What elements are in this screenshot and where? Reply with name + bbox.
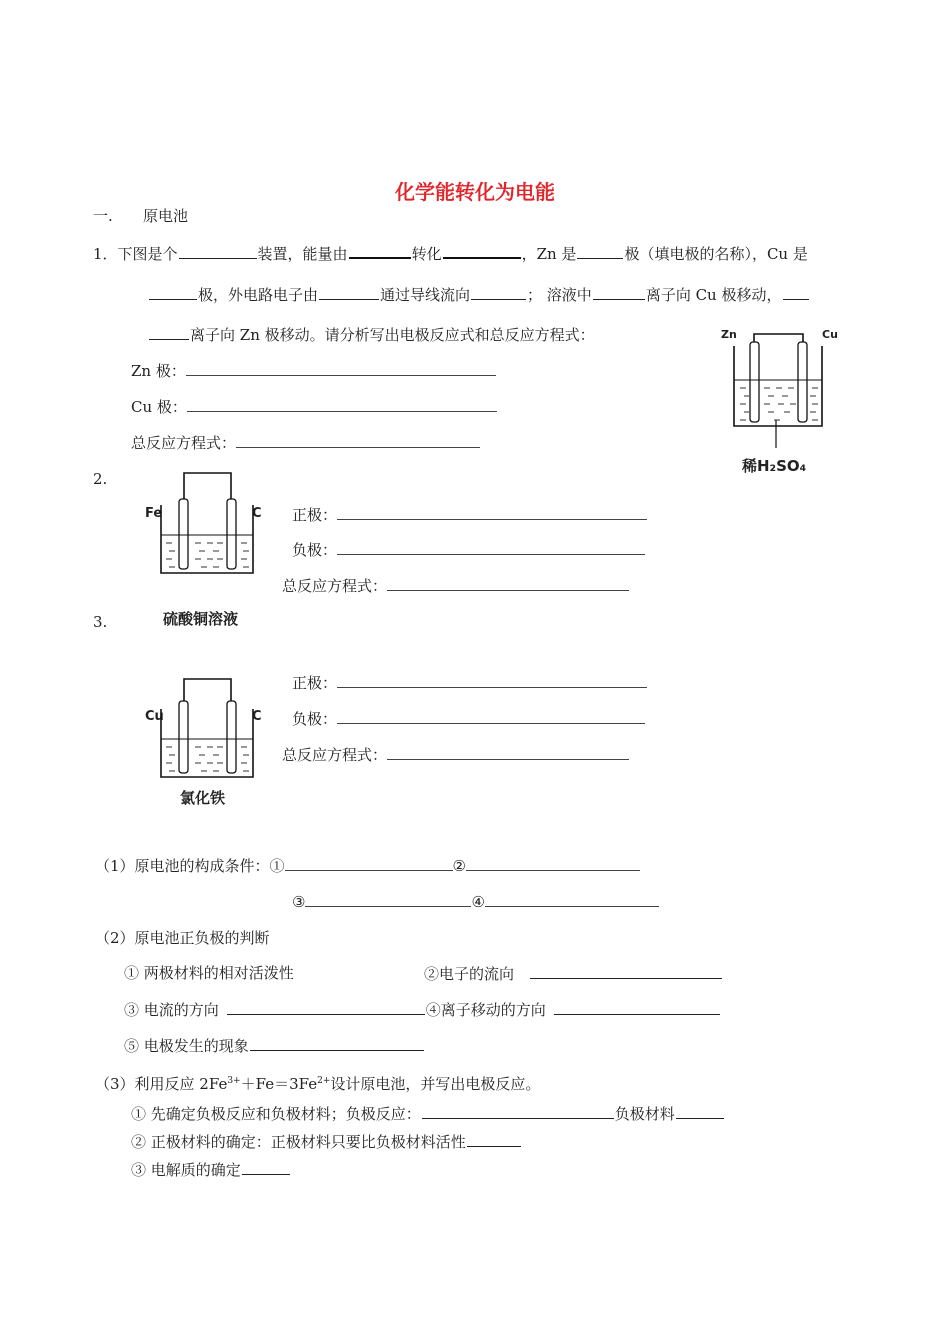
part1-circle-3: ③ (292, 893, 306, 911)
q2-total (282, 576, 629, 596)
q3-number: 3. (93, 613, 108, 631)
q2-negative (292, 540, 645, 560)
q1-blank-cation[interactable] (593, 284, 645, 300)
q1-text-b: 装置，能量由 (257, 245, 348, 263)
q1-blank-zn-pole[interactable] (577, 243, 623, 259)
q1-text-j: 离子向 Zn 极移动。请分析写出电极反应式和总反应方程式： (190, 326, 595, 344)
part2-item4-answer[interactable] (554, 999, 720, 1015)
part1-answer-1[interactable] (285, 857, 453, 871)
part3-step1-material-label: 负极材料 (614, 1105, 675, 1123)
part2-item2-label: ②电子的流向 (424, 965, 515, 983)
part3-title-c: 设计原电池，并写出电极反应。 (330, 1075, 541, 1093)
q1-blank-electron-from[interactable] (319, 284, 379, 300)
q1-line3 (148, 324, 595, 345)
part2-item5 (124, 1035, 425, 1056)
diagram3-galvanic-cell (157, 679, 257, 781)
diagram1-galvanic-cell (730, 334, 830, 454)
q3-total-label: 总反应方程式： (282, 746, 388, 764)
part3-step3-label: ③ 电解质的确定 (131, 1161, 241, 1179)
diagram2-left-electrode-label: Fe (145, 506, 163, 521)
part1-circle-4: ④ (471, 893, 485, 911)
q2-pos-label: 正极： (292, 506, 338, 524)
q1-cu-electrode (131, 397, 497, 417)
q1-text-a: 1．下图是个 (93, 245, 178, 263)
diagram3-left-electrode-label: Cu (145, 709, 164, 724)
part2-title: （2）原电池正负极的判断 (95, 929, 270, 947)
part3-sup-1: 3+ (227, 1076, 241, 1086)
q1-blank-electron-to[interactable] (471, 284, 526, 300)
diagram2-galvanic-cell (157, 473, 257, 578)
diagram3-solution-label: 氯化铁 (180, 789, 226, 807)
q1-line1 (93, 242, 808, 264)
part3-step1-reaction-answer[interactable] (422, 1103, 614, 1119)
part1-conditions (95, 856, 640, 876)
part3-title-b: ＋Fe＝3Fe (240, 1075, 318, 1093)
q1-cu-answer[interactable] (187, 398, 497, 412)
part2-item4-label: ④离子移动的方向 (425, 1001, 546, 1019)
q1-blank-energy-to[interactable] (443, 242, 521, 259)
q2-total-answer[interactable] (387, 577, 629, 591)
q1-text-f: 极，外电路电子由 (198, 286, 319, 304)
part2-item2 (424, 963, 723, 984)
q3-total-answer[interactable] (387, 746, 629, 760)
q1-total-label: 总反应方程式： (131, 434, 237, 452)
q1-text-g: 通过导线流向 (380, 286, 471, 304)
q3-total (282, 745, 629, 765)
part3-step2-label: ② 正极材料的确定：正极材料只要比负极材料活性 (131, 1133, 466, 1151)
q1-cu-label: Cu 极： (131, 398, 187, 416)
q1-blank-energy-from[interactable] (349, 242, 411, 259)
part3-title-a: （3）利用反应 2Fe (95, 1075, 228, 1093)
part3-step2-answer[interactable] (467, 1131, 521, 1147)
q1-text-h: ； 溶液中 (527, 286, 592, 304)
q1-text-e: 极（填电极的名称），Cu 是 (624, 245, 808, 263)
q3-pos-label: 正极： (292, 674, 338, 692)
part2-item5-answer[interactable] (250, 1035, 424, 1051)
q1-zn-answer[interactable] (186, 362, 496, 376)
diagram1-solution-label: 稀H₂SO₄ (742, 457, 807, 475)
part2-item2-answer[interactable] (530, 963, 722, 979)
part1-label: （1）原电池的构成条件：① (95, 857, 285, 875)
q1-zn-electrode (131, 361, 496, 381)
q1-text-c: 转化 (411, 245, 442, 263)
q3-neg-label: 负极： (292, 710, 338, 728)
diagram1-right-electrode-label: Cu (822, 328, 838, 341)
part3-step1 (131, 1103, 725, 1124)
q2-pos-answer[interactable] (337, 506, 647, 520)
q3-positive (292, 673, 647, 693)
part3-step2 (131, 1131, 522, 1152)
part1-conditions-row2 (292, 892, 659, 912)
q1-blank-cu-pole[interactable] (149, 284, 197, 300)
q1-total-reaction (131, 433, 480, 453)
q2-total-label: 总反应方程式： (282, 577, 388, 595)
q3-neg-answer[interactable] (337, 710, 645, 724)
q1-line2 (148, 284, 810, 305)
q3-pos-answer[interactable] (337, 674, 647, 688)
q2-neg-label: 负极： (292, 541, 338, 559)
diagram1-left-electrode-label: Zn (721, 328, 737, 341)
section-label: 原电池 (143, 207, 189, 225)
part3-step1-label: ① 先确定负极反应和负极材料；负极反应： (131, 1105, 421, 1123)
part1-answer-3[interactable] (305, 893, 471, 907)
part3-title (95, 1071, 540, 1094)
part1-answer-2[interactable] (466, 857, 640, 871)
part3-step1-material-answer[interactable] (676, 1103, 724, 1119)
q1-text-d: ，Zn 是 (521, 245, 577, 263)
part1-circle-2: ② (452, 857, 466, 875)
part2-item3-answer[interactable] (227, 999, 425, 1015)
part2-item5-label: ⑤ 电极发生的现象 (124, 1037, 249, 1055)
q3-negative (292, 709, 645, 729)
q2-neg-answer[interactable] (337, 541, 645, 555)
diagram2-right-electrode-label: C (252, 506, 262, 521)
part1-answer-4[interactable] (485, 893, 659, 907)
q1-text-i: 离子向 Cu 极移动， (645, 286, 782, 304)
section-number: 一. (93, 207, 113, 225)
page-title: 化学能转化为电能 (395, 180, 555, 204)
part2-item3 (124, 999, 721, 1020)
q1-total-answer[interactable] (236, 434, 480, 448)
q1-blank-device[interactable] (179, 243, 257, 259)
diagram3-right-electrode-label: C (252, 709, 262, 724)
q2-number: 2. (93, 470, 108, 488)
q1-zn-label: Zn 极： (131, 362, 186, 380)
part2-item1: ① 两极材料的相对活泼性 (124, 964, 294, 982)
part3-step3 (131, 1159, 291, 1180)
q1-blank-anion-b[interactable] (149, 324, 189, 340)
q2-positive (292, 505, 647, 525)
q1-blank-anion-a[interactable] (783, 284, 809, 300)
diagram2-solution-label: 硫酸铜溶液 (163, 610, 239, 628)
part2-item3-label: ③ 电流的方向 (124, 1001, 219, 1019)
part3-sup-2: 2+ (317, 1076, 331, 1086)
part3-step3-answer[interactable] (242, 1159, 290, 1175)
